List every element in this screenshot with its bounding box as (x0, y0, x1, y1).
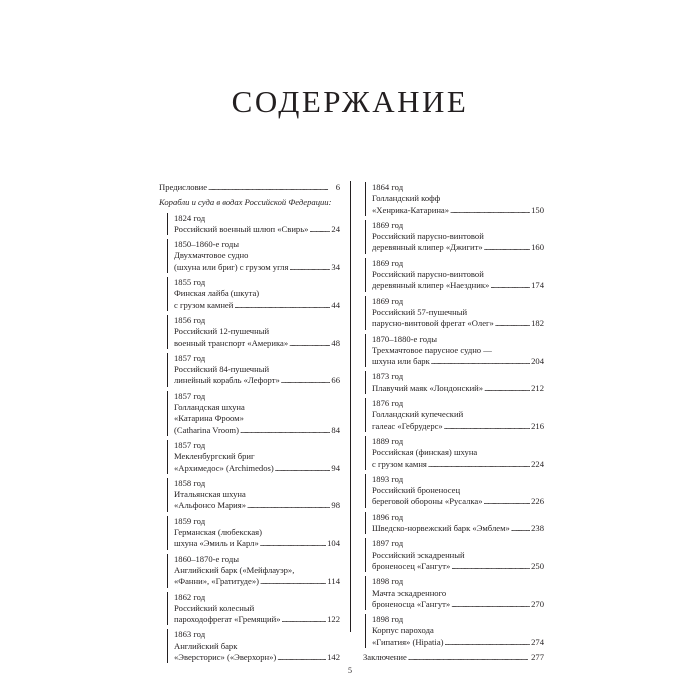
toc-entry-title-line (174, 224, 340, 235)
leader-dots (484, 496, 531, 507)
toc-entry[interactable] (167, 629, 340, 663)
leader-dots (289, 262, 330, 273)
toc-entry-title-line (372, 205, 544, 216)
toc-entry-year: 1869 год (372, 257, 404, 268)
toc-preface-page: 6 (335, 182, 340, 192)
toc-entry[interactable] (365, 371, 544, 394)
toc-entry-text: Российская (финская) шхуна (372, 447, 478, 458)
toc-entry-year: 1873 год (372, 371, 404, 382)
toc-entry[interactable] (167, 592, 340, 626)
toc-entry-text: Голландская шхуна (174, 402, 245, 413)
leader-dots (495, 318, 530, 329)
toc-left-entries (159, 213, 340, 664)
toc-entry-text: с грузом камней (174, 299, 234, 310)
toc-entry-year: 1870–1880-е годы (372, 333, 438, 344)
toc-entry-text: «Эверсторис» («Эверхорн») (174, 651, 277, 662)
toc-entry-text: Российский колесный (174, 602, 255, 613)
toc-entry-year: 1859 год (174, 515, 206, 526)
toc-right-entries (363, 182, 544, 648)
toc-entry-text: парусно-винтовой фрегат «Олег» (372, 318, 494, 329)
toc-entry[interactable] (167, 213, 340, 236)
toc-entry-year: 1858 год (174, 477, 206, 488)
toc-entry-text: Мачта эскадренного (372, 587, 447, 598)
toc-entry-text: линейный корабль «Лефорт» (174, 375, 280, 386)
toc-entry-text: галеас «Гебрудерс» (372, 420, 443, 431)
leader-dots (277, 652, 326, 663)
leader-dots (490, 280, 530, 291)
page-title: СОДЕРЖАНИЕ (231, 84, 469, 119)
toc-entry-title-line (372, 496, 544, 507)
toc-entry-title-line (372, 459, 544, 470)
toc-entry[interactable] (365, 398, 544, 432)
toc-entry-title-line (372, 637, 544, 648)
toc-entry-page: 160 (531, 242, 544, 253)
toc-entry[interactable] (167, 478, 340, 512)
toc-entry-page: 122 (327, 614, 340, 625)
toc-entry-page: 204 (531, 356, 544, 367)
toc-entry-year: 1824 год (174, 212, 206, 223)
toc-preface[interactable] (159, 182, 340, 193)
leader-dots (511, 523, 530, 534)
toc-entry-text: пароходофрегат «Гремящий» (174, 614, 281, 625)
toc-entry-title-line (372, 561, 544, 572)
toc-entry-title-line (372, 383, 544, 394)
toc-entry-title-line (174, 652, 340, 663)
toc-entry-text: Российский 12-пушечный (174, 326, 270, 337)
toc-entry-year: 1863 год (174, 629, 206, 640)
toc-entry[interactable] (167, 554, 340, 588)
toc-left-column (159, 182, 340, 667)
toc-section-heading: Корабли и суда в водах Российской Федерации: (159, 197, 332, 208)
toc-entry-text: Английский барк (174, 640, 238, 651)
toc-entry-text: деревянный клипер «Наездник» (372, 280, 490, 291)
toc-entry-text: шхуна «Эмиль и Карл» (174, 538, 259, 549)
leader-dots (428, 459, 530, 470)
toc-entry-text: Голландский кофф (372, 193, 441, 204)
toc-entry-text: Шведско-норвежский барк «Эмблем» (372, 523, 510, 534)
toc-entry-text: броненосца «Гангут» (372, 598, 451, 609)
toc-entry-text: Финская лайба (шкута) (174, 288, 260, 299)
toc-entry-year: 1889 год (372, 435, 404, 446)
toc-entry-page: 66 (331, 375, 340, 386)
toc-entry-text: с грузом камня (372, 458, 427, 469)
leader-dots (309, 224, 330, 235)
toc-entry-page: 142 (327, 651, 340, 662)
toc-entry-year: 1860–1870-е годы (174, 553, 240, 564)
toc-entry-text: Итальянская шхуна (174, 489, 246, 500)
toc-entry[interactable] (167, 353, 340, 387)
toc-entry-text: «Фанни», «Гратитуде») (174, 576, 260, 587)
toc-conclusion[interactable] (363, 652, 544, 663)
toc-entry-text: Российский парусно-винтовой (372, 231, 484, 242)
toc-entry-year: 1897 год (372, 538, 404, 549)
leader-dots (260, 538, 326, 549)
leader-dots (281, 375, 331, 386)
leader-dots (247, 500, 330, 511)
toc-entry[interactable] (365, 538, 544, 572)
toc-entry-year: 1856 год (174, 314, 206, 325)
toc-entry-title-line (174, 425, 340, 436)
toc-entry-title-line (372, 280, 544, 291)
toc-entry-title-line (372, 599, 544, 610)
toc-entry-year: 1893 год (372, 473, 404, 484)
toc-entry[interactable] (167, 440, 340, 474)
toc-entry-year: 1857 год (174, 390, 206, 401)
toc-entry-title-line (174, 500, 340, 511)
toc-entry-title-line (174, 538, 340, 549)
toc-entry[interactable] (365, 474, 544, 508)
toc-entry-page: 182 (531, 318, 544, 329)
toc-entry-text: Российский 57-пушечный (372, 306, 468, 317)
toc-entry-text: Германская (любекская) (174, 527, 262, 538)
toc-entry[interactable] (167, 239, 340, 273)
toc-entry-text: деревянный клипер «Джигит» (372, 242, 483, 253)
toc-entry-year: 1862 год (174, 591, 206, 602)
leader-dots (282, 614, 327, 625)
leader-dots (451, 561, 530, 572)
toc-entry-title-line (174, 463, 340, 474)
toc-entry-year: 1850–1860-е годы (174, 239, 240, 250)
toc-entry[interactable] (365, 576, 544, 610)
leader-dots (445, 637, 531, 648)
toc-entry[interactable] (167, 315, 340, 349)
page-number: 5 (348, 666, 352, 675)
toc-entry-title-line (372, 242, 544, 253)
toc-entry-text: Двухмачтовое судно (174, 250, 249, 261)
toc-entry-year: 1864 год (372, 182, 404, 192)
toc-entry-year: 1855 год (174, 277, 206, 288)
toc-entry-page: 98 (331, 500, 340, 511)
leader-dots (260, 576, 326, 587)
toc-entry-page: 24 (331, 223, 340, 234)
toc-entry-title-line (174, 338, 340, 349)
toc-entry-page: 224 (531, 458, 544, 469)
toc-entry-page: 34 (331, 261, 340, 272)
toc-entry-text: «Альфонсо Мария» (174, 500, 247, 511)
toc-entry-title-line (372, 318, 544, 329)
toc-entry-year: 1876 год (372, 398, 404, 409)
toc-entry-text: броненосец «Гангут» (372, 560, 451, 571)
toc-conclusion-label: Заключение (363, 651, 407, 662)
toc-entry-title-line (372, 523, 544, 534)
leader-dots (289, 338, 330, 349)
toc-entry[interactable] (167, 391, 340, 436)
toc-entry[interactable] (365, 334, 544, 368)
toc-entry[interactable] (167, 516, 340, 550)
toc-entry[interactable] (365, 220, 544, 254)
toc-entry-page: 114 (327, 576, 340, 587)
toc-entry-page: 250 (531, 560, 544, 571)
toc-entry[interactable] (365, 614, 544, 648)
toc-entry-text: Голландский купеческий (372, 409, 464, 420)
toc-entry-page: 150 (531, 204, 544, 215)
toc-entry[interactable] (365, 182, 544, 216)
toc-entry-title-line (372, 421, 544, 432)
column-divider (350, 181, 351, 632)
toc-entry-page: 226 (531, 496, 544, 507)
toc-entry-page: 94 (331, 462, 340, 473)
toc-entry-title-line (372, 356, 544, 367)
toc-entry[interactable] (365, 436, 544, 470)
leader-dots (208, 182, 335, 193)
toc-entry-text: Плавучий маяк «Лондонский» (372, 382, 484, 393)
toc-entry-title-line (174, 576, 340, 587)
toc-entry-text: военный транспорт «Америка» (174, 337, 289, 348)
toc-entry-title-line (174, 375, 340, 386)
toc-entry-text: (Catharina Vroom) (174, 424, 239, 435)
toc-entry-year: 1857 год (174, 352, 206, 363)
toc-entry-text: Корпус парохода (372, 625, 434, 636)
toc-entry-year: 1857 год (174, 439, 206, 450)
toc-entry-text: Российский броненосец (372, 485, 461, 496)
leader-dots (451, 599, 530, 610)
toc-entry[interactable] (365, 258, 544, 292)
leader-dots (234, 300, 330, 311)
leader-dots (444, 421, 530, 432)
leader-dots (450, 205, 530, 216)
leader-dots (240, 425, 330, 436)
toc-entry-text: Мекленбургский бриг (174, 451, 255, 462)
toc-entry-year: 1869 год (372, 295, 404, 306)
toc-entry-text: Российский 84-пушечный (174, 364, 270, 375)
leader-dots (431, 356, 530, 367)
toc-entry-text: «Хенрика-Катарина» (372, 204, 450, 215)
toc-entry-year: 1898 год (372, 576, 404, 587)
leader-dots (484, 383, 530, 394)
toc-conclusion-page: 277 (531, 651, 544, 662)
toc-entry-text: «Гипатия» (Hipatia) (372, 636, 444, 647)
toc-entry-page: 270 (531, 598, 544, 609)
toc-right-column (363, 182, 544, 667)
toc-entry-text: Российский парусно-винтовой (372, 269, 484, 280)
toc-entry-text: Российский эскадренный (372, 549, 465, 560)
toc-entry-text: «Архимедос» (Archimedos) (174, 462, 274, 473)
toc-entry-title-line (174, 262, 340, 273)
toc-entry[interactable] (365, 512, 544, 535)
toc-entry-page: 44 (331, 299, 340, 310)
toc-entry-page: 84 (331, 424, 340, 435)
leader-dots (275, 463, 331, 474)
toc-entry-text: «Катарина Фроом» (174, 413, 244, 424)
toc-entry-page: 238 (531, 523, 544, 534)
toc-entry-title-line (174, 300, 340, 311)
toc-entry-page: 212 (531, 382, 544, 393)
leader-dots (484, 242, 530, 253)
toc-entry-text: (шхуна или бриг) с грузом угля (174, 261, 289, 272)
toc-entry-title-line (174, 614, 340, 625)
leader-dots (408, 652, 530, 663)
toc-entry-page: 48 (331, 337, 340, 348)
toc-entry-text: шхуна или барк (372, 356, 430, 367)
toc-entry-year: 1869 год (372, 219, 404, 230)
toc-entry-page: 216 (531, 420, 544, 431)
toc-entry-text: береговой обороны «Русалка» (372, 496, 483, 507)
toc-entry[interactable] (365, 296, 544, 330)
toc-entry-text: Российский военный шлюп «Свирь» (174, 223, 309, 234)
toc-entry-page: 274 (531, 636, 544, 647)
toc-entry-year: 1898 год (372, 614, 404, 625)
toc-entry-page: 174 (531, 280, 544, 291)
toc-preface-label: Предисловие (159, 182, 208, 192)
toc-entry-page: 104 (327, 538, 340, 549)
toc-entry-text: Английский барк («Мейфлауэр», (174, 564, 295, 575)
toc-entry-year: 1896 год (372, 511, 404, 522)
toc-entry-text: Трехмачтовое парусное судно — (372, 344, 492, 355)
toc-entry[interactable] (167, 277, 340, 311)
